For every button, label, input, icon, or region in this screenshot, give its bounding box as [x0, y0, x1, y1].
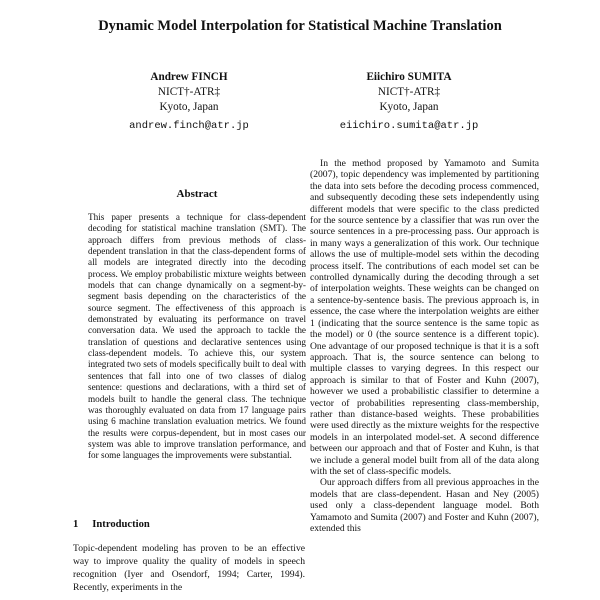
paragraph: Our approach differs from all previous approaches in the models that are class-dependent. Hasan and Ney (2005) used only a class-dependent language model. Both Yamamoto and Sumita (2007) and Foster and Kuhn (2007), extended this [310, 477, 539, 534]
introduction-section [73, 519, 305, 594]
author-email[interactable]: eiichiro.sumita@atr.jp [339, 120, 479, 132]
abstract-text: This paper presents a technique for class-dependent decoding for statistical machine translation (SMT). The approach differs from previous methods of class-dependent translation in that the class-dependent forms of all models are integrated directly into the decoding process. We employ probabilistic mixture weights between models that can change dynamically on a segment-by-segment basis depending on the characteristics of the source segment. The effectiveness of this approach is demonstrated by evaluating its performance on travel conversation data. We used the approach to tackle the translation of questions and declarative sentences using class-dependent models. To achieve this, our system integrated two sets of models specifically built to deal with sentences that fall into one of two classes of dialog sentence: questions and declarations, with a third set of models built to handle the general class. The technique was thoroughly evaluated on data from 17 language pairs using 6 machine translation evaluation metrics. We found the results were corpus-dependent, but in most cases our system was able to improve translation performance, and for some languages the improvements were substantial. [88, 212, 306, 461]
author-affiliation: NICT†-ATR‡ [157, 86, 221, 98]
section-heading [73, 519, 305, 530]
paragraph: In the method proposed by Yamamoto and Sumita (2007), topic dependency was implemented by partitioning the data into sets before the decoding process commenced, and subsequently decoding these sets independently using different models that were specific to the class predicted for the source sentence by a classifier that was run over the source sentences in a pre-processing pass. Our approach is in many ways a generalization of this work. Our technique allows the use of multiple-model sets within the decoding process itself. The contributions of each model set can be controlled dynamically during the decoding through a set of interpolation weights. These weights can be changed on a sentence-by-sentence basis. The previous approach is, in essence, the case where the interpolation weights are either 1 (indicating that the source sentence is the same topic as the model) or 0 (the source sentence is a different topic). One advantage of our proposed technique is that it is a soft approach. That is, the source sentence can belong to multiple classes to varying degrees. In this respect our approach is similar to that of Foster and Kuhn (2007), however we used a probabilistic classifier to determine a vector of probabilities representing class-membership, rather than distance-based weights. These probabilities were used directly as the mixture weights for the respective models in an interpolated model-set. A second difference between our approach and that of Foster and Kuhn, is that we include a general model built from all of the data along with the set of class-specific models. [310, 158, 539, 477]
author-location: Kyoto, Japan [379, 101, 439, 113]
section-title: Introduction [92, 519, 150, 530]
right-column [310, 158, 539, 534]
author-name: Andrew FINCH [150, 71, 228, 83]
author-block-1 [74, 70, 304, 134]
author-block-2 [294, 70, 524, 134]
section-number: 1 [73, 519, 79, 530]
abstract-section [88, 188, 306, 462]
introduction-text: Topic-dependent modeling has proven to be an effective way to improve quality the quality of models in speech recognition (Iyer and Osendorf, 1994; Carter, 1994). Recently, experiments in the [73, 543, 305, 594]
author-name: Eiichiro SUMITA [366, 71, 452, 83]
author-affiliation: NICT†-ATR‡ [377, 86, 441, 98]
author-location: Kyoto, Japan [159, 101, 219, 113]
abstract-heading: Abstract [176, 188, 218, 200]
paper-title: Dynamic Model Interpolation for Statistical Machine Translation [98, 18, 502, 34]
author-email[interactable]: andrew.finch@atr.jp [129, 120, 249, 132]
